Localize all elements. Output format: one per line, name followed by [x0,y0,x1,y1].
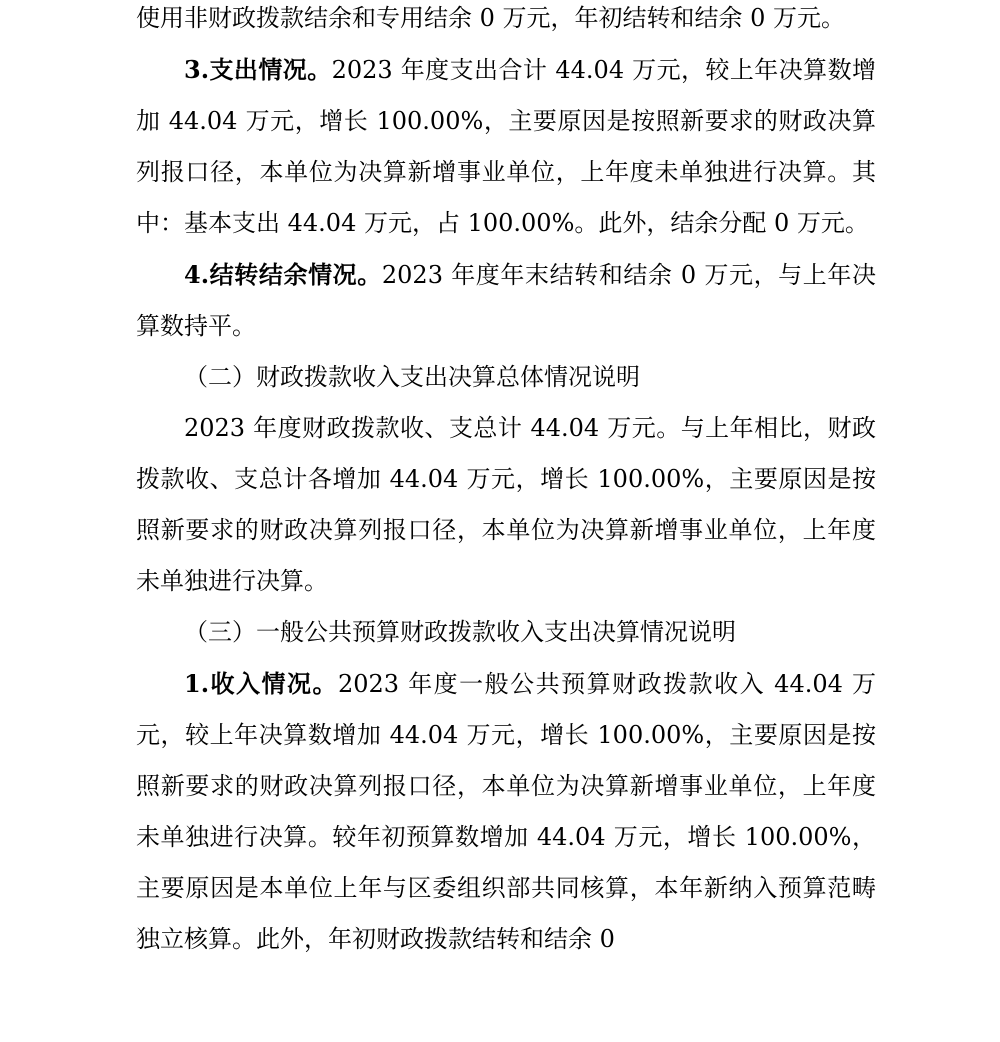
paragraph-text: 2023 年度年末结转和结余 0 万元，与上年决算数持平。 [136,261,876,340]
paragraph-lead: 1.收入情况。 [184,669,338,698]
paragraph-section-2-body [136,403,876,607]
paragraph-text: 2023 年度财政拨款收、支总计 44.04 万元。与上年相比，财政拨款收、支总计各增加 44.04 万元，增长 100.00%，主要原因是按照新要求的财政决算列报口径，本单位为决算新增事业单位，上年度未单独进行决算。 [136,414,876,595]
section-heading-text: （三）一般公共预算财政拨款收入支出决算情况说明 [184,618,736,646]
paragraph-text: 2023 年度支出合计 44.04 万元，较上年决算数增加 44.04 万元，增长 100.00%，主要原因是按照新要求的财政决算列报口径，本单位为决算新增事业单位，上年度未单独进行决算。其中：基本支出 44.04 万元，占 100.00%。此外，结余分配 0 万元。 [136,56,876,237]
paragraph-intro-tail [136,0,876,44]
paragraph-expenditure [136,44,876,249]
paragraph-lead: 3.支出情况。 [184,55,332,84]
document-page [136,0,876,1042]
paragraph-carryover [136,249,876,352]
paragraph-income [136,658,876,965]
section-heading-text: （二）财政拨款收入支出决算总体情况说明 [184,363,640,391]
paragraph-lead: 4.结转结余情况。 [184,260,382,289]
paragraph-text: 使用非财政拨款结余和专用结余 0 万元，年初结转和结余 0 万元。 [136,4,846,32]
document-body [136,0,876,965]
section-heading-2 [136,352,876,403]
paragraph-text: 2023 年度一般公共预算财政拨款收入 44.04 万元，较上年决算数增加 44.04 万元，增长 100.00%，主要原因是按照新要求的财政决算列报口径，本单位为决算新增事业单位，上年度未单独进行决算。较年初预算数增加 44.04 万元，增长 100.00%，主要原因是本单位上年与区委组织部共同核算，本年新纳入预算范畴独立核算。此外，年初财政拨款结转和结余 0 [136,670,876,953]
section-heading-3 [136,607,876,658]
